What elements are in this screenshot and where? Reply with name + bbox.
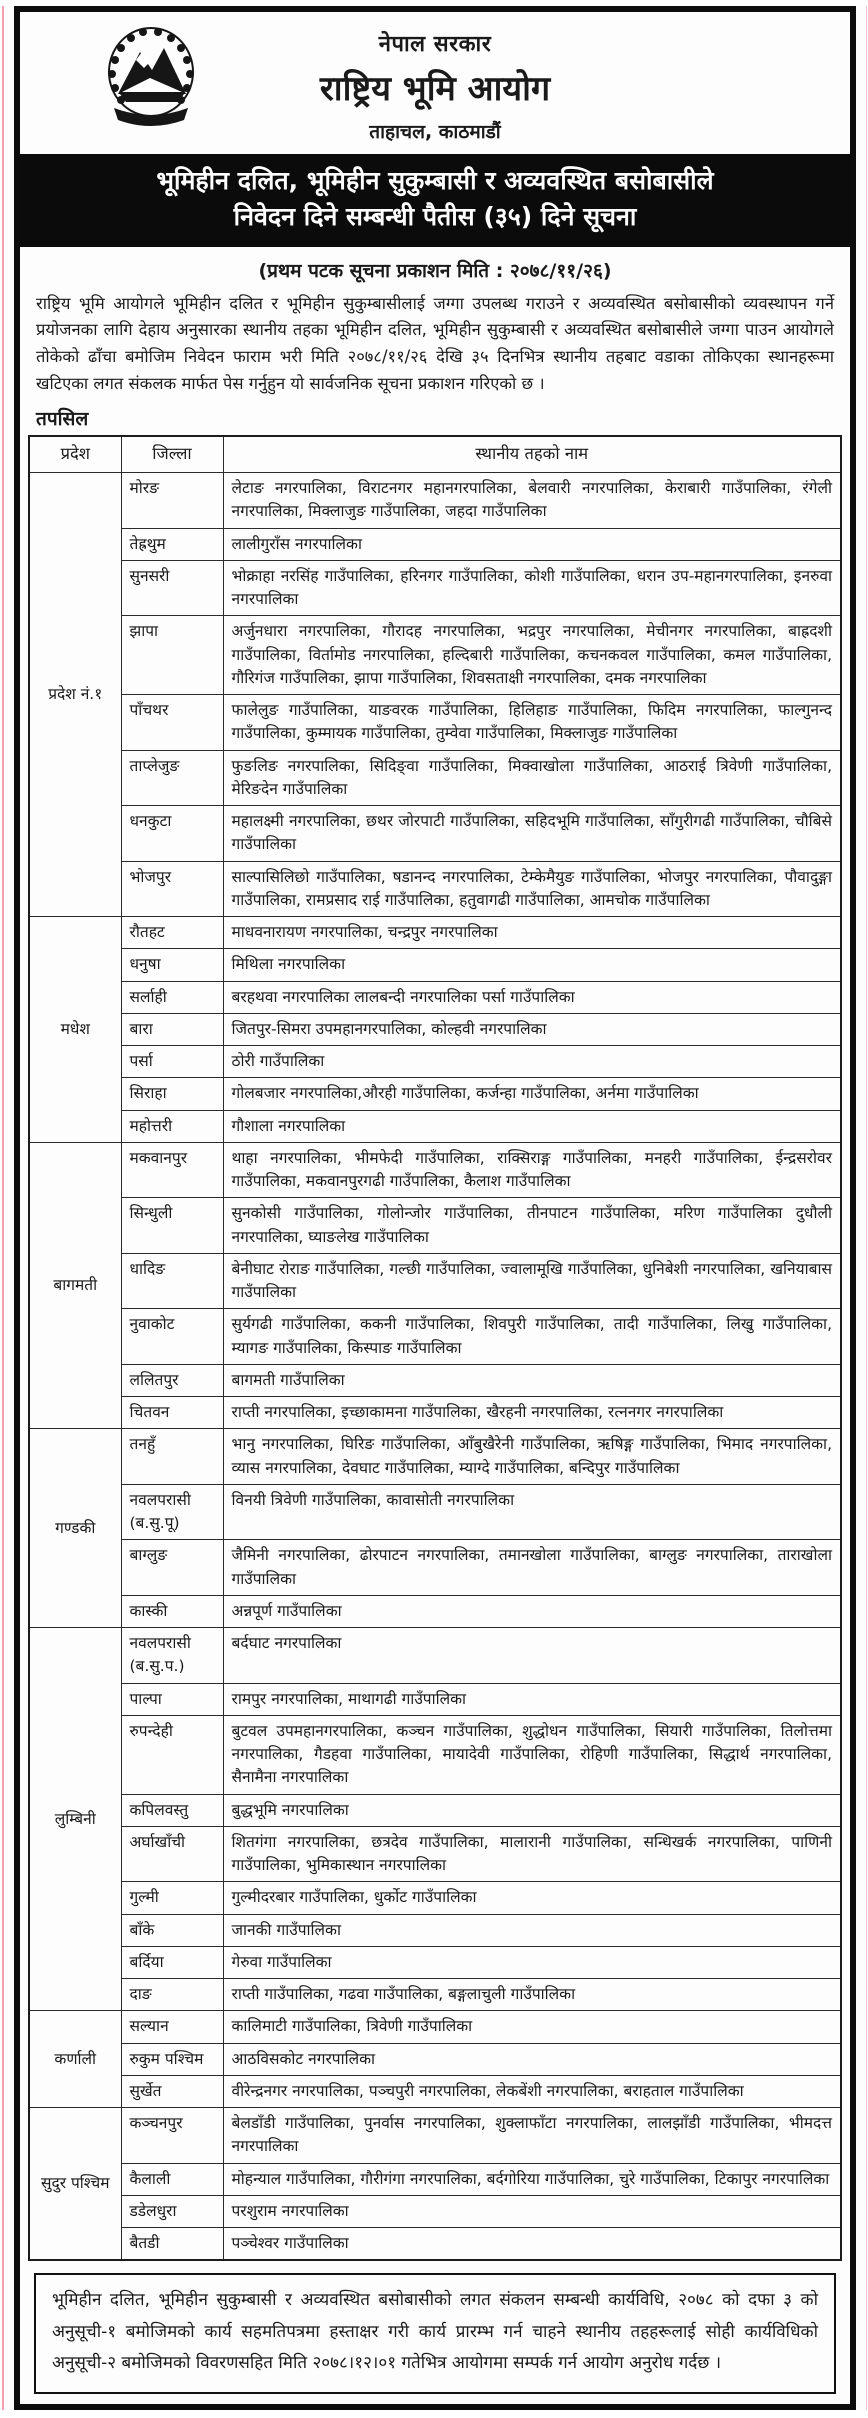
localities-cell: विनयी त्रिवेणी गाउँपालिका, कावासोती नगरपालिका — [223, 1484, 841, 1540]
table-row — [29, 1142, 841, 1198]
document-header — [20, 16, 850, 150]
localities-cell: अन्नपूर्ण गाउँपालिका — [223, 1595, 841, 1627]
table-row — [29, 1628, 841, 1684]
localities-cell: बेलडाँडी गाउँपालिका, पुनर्वास नगरपालिका, शुक्लाफाँटा नगरपालिका, लालझाँडी गाउँपालिका, भीमदत्त नगरपालिका — [223, 2108, 841, 2164]
table-row — [29, 1429, 841, 1485]
district-cell: सर्लाही — [121, 981, 223, 1013]
table-row — [29, 1364, 841, 1396]
district-cell: कपिलवस्तु — [121, 1794, 223, 1826]
district-cell: तेह्रथुम — [121, 528, 223, 560]
district-cell: रौतहट — [121, 917, 223, 949]
table-row — [29, 616, 841, 695]
table-row — [29, 1979, 841, 2011]
table-row — [29, 1046, 841, 1078]
localities-cell: बर्दघाट नगरपालिका — [223, 1628, 841, 1684]
localities-cell: कालिमाटी गाउँपालिका, त्रिवेणी गाउँपालिका — [223, 2011, 841, 2043]
province-cell: कर्णाली — [29, 2011, 121, 2108]
notice-page-frame — [14, 6, 856, 2410]
table-row — [29, 1540, 841, 1596]
footer-note: भूमिहीन दलित, भूमिहीन सुकुम्बासी र अव्यवस्थित बसोबासीको लगत संकलन सम्बन्धी कार्यविधि, २०७८ को दफा ३ को अनुसूची-१ बमोजिमको कार्य सहमतिपत्रमा हस्ताक्षर गरी कार्य प्रारम्भ गर्न चाहने स्थानीय तहहरूलाई सोही कार्यविधिको अनुसूची-२ बमोजिमको विवरणसहित मिति २०७८।१२।०१ गतेभित्र आयोगमा सम्पर्क गर्न आयोग अनुरोध गर्दछ । — [34, 2273, 836, 2393]
banner-line-1: भूमिहीन दलित, भूमिहीन सुकुम्बासी र अव्यवस्थित बसोबासीले — [156, 166, 714, 195]
schedule-table-body — [29, 473, 841, 2261]
localities-cell: आठविसकोट नगरपालिका — [223, 2043, 841, 2075]
localities-cell: अर्जुनधारा नगरपालिका, गौरादह नगरपालिका, भद्रपुर नगरपालिका, मेचीनगर नगरपालिका, बाह्रदशी गाउँपालिका, विर्तामोड नगरपालिका, हल्दिबारी गाउँपालिका, कचनकवल गाउँपालिका, कमल गाउँपालिका, गौरिगंज गाउँपालिका, झापा गाउँपालिका, शिवसताक्षी नगरपालिका, दमक नगरपालिका — [223, 616, 841, 695]
district-cell: कञ्चनपुर — [121, 2108, 223, 2164]
commission-address: ताहाचल, काठमाडौं — [369, 121, 501, 143]
table-row — [29, 1198, 841, 1254]
table-row — [29, 861, 841, 917]
province-cell: प्रदेश नं.१ — [29, 473, 121, 917]
district-cell: रुपन्देही — [121, 1715, 223, 1794]
table-row — [29, 1794, 841, 1826]
nepal-government-emblem-icon — [92, 22, 210, 134]
province-cell: मधेश — [29, 917, 121, 1143]
province-cell: गण्डकी — [29, 1429, 121, 1628]
district-cell: पाल्पा — [121, 1683, 223, 1715]
table-row — [29, 949, 841, 981]
table-row — [29, 1397, 841, 1429]
district-cell: पाँचथर — [121, 695, 223, 751]
localities-cell: बुद्धभूमि नगरपालिका — [223, 1794, 841, 1826]
district-cell: नवलपरासी (ब.सु.प.) — [121, 1628, 223, 1684]
district-cell: झापा — [121, 616, 223, 695]
district-cell: सिराहा — [121, 1078, 223, 1110]
table-row — [29, 528, 841, 560]
table-row — [29, 1078, 841, 1110]
table-row — [29, 1013, 841, 1045]
table-row — [29, 1110, 841, 1142]
table-header-row — [29, 436, 841, 472]
table-row — [29, 1715, 841, 1794]
localities-cell: थाहा नगरपालिका, भीमफेदी गाउँपालिका, राक्सिराङ्ग गाउँपालिका, मनहरी गाउँपालिका, ईन्द्रसरोवर गाउँपालिका, मकवानपुरगढी गाउँपालिका, कैलाश गाउँपालिका — [223, 1142, 841, 1198]
localities-cell: बुटवल उपमहानगरपालिका, कञ्चन गाउँपालिका, शुद्धोधन गाउँपालिका, सियारी गाउँपालिका, तिलोत्तमा नगरपालिका, गैडहवा गाउँपालिका, मायादेवी गाउँपालिका, रोहिणी गाउँपालिका, सिद्धार्थ नगरपालिका, सैनामैना नगरपालिका — [223, 1715, 841, 1794]
localities-cell: मिथिला नगरपालिका — [223, 949, 841, 981]
localities-cell: पञ्चेश्वर गाउँपालिका — [223, 2228, 841, 2261]
localities-cell: लालीगुराँस नगरपालिका — [223, 528, 841, 560]
district-cell: गुल्मी — [121, 1882, 223, 1914]
localities-cell: गुल्मीदरबार गाउँपालिका, धुर्कोट गाउँपालिका — [223, 1882, 841, 1914]
schedule-heading: तपसिल — [36, 408, 89, 431]
district-cell: बाँके — [121, 1914, 223, 1946]
localities-cell: राप्ती नगरपालिका, इच्छाकामना गाउँपालिका, खैरहनी नगरपालिका, रत्ननगर नगरपालिका — [223, 1397, 841, 1429]
localities-cell: वीरेन्द्रनगर नगरपालिका, पञ्चपुरी नगरपालिका, लेकबेंशी नगरपालिका, बराहताल गाउँपालिका — [223, 2075, 841, 2107]
table-row — [29, 2011, 841, 2043]
localities-cell: बागमती गाउँपालिका — [223, 1364, 841, 1396]
localities-cell: भानु नगरपालिका, घिरिङ गाउँपालिका, आँबुखैरेनी गाउँपालिका, ऋषिङ्ग गाउँपालिका, भिमाद नगरपालिका, व्यास नगरपालिका, देवघाट गाउँपालिका, म्याग्दे गाउँपालिका, बन्दिपुर गाउँपालिका — [223, 1429, 841, 1485]
table-row — [29, 1253, 841, 1309]
table-row — [29, 473, 841, 529]
district-cell: धनकुटा — [121, 806, 223, 862]
table-row — [29, 695, 841, 751]
notice-title-banner — [20, 154, 850, 247]
table-row — [29, 1683, 841, 1715]
district-cell: डडेलधुरा — [121, 2195, 223, 2227]
localities-cell: फालेलुङ गाउँपालिका, याङवरक गाउँपालिका, हिलिहाङ गाउँपालिका, फिदिम नगरपालिका, फाल्गुनन्द गाउँपालिका, कुम्मायक गाउँपालिका, तुम्वेवा गाउँपालिका, मिक्लाजुङ गाउँपालिका — [223, 695, 841, 751]
district-cell: तनहुँ — [121, 1429, 223, 1485]
district-cell: बैतडी — [121, 2228, 223, 2261]
localities-cell: मोहन्याल गाउँपालिका, गौरीगंगा नगरपालिका, बर्दगोरिया गाउँपालिका, चुरे गाउँपालिका, टिकापुर नगरपालिका — [223, 2163, 841, 2195]
table-row — [29, 1595, 841, 1627]
localities-cell: जितपुर-सिमरा उपमहानगरपालिका, कोल्हवी नगरपालिका — [223, 1013, 841, 1045]
district-cell: रुकुम पश्चिम — [121, 2043, 223, 2075]
district-cell: बारा — [121, 1013, 223, 1045]
district-cell: सुर्खेत — [121, 2075, 223, 2107]
table-row — [29, 2075, 841, 2107]
col-header-locality: स्थानीय तहको नाम — [223, 436, 841, 472]
district-cell: कास्की — [121, 1595, 223, 1627]
table-row — [29, 2228, 841, 2261]
table-row — [29, 2195, 841, 2227]
district-cell: धादिङ — [121, 1253, 223, 1309]
district-cell: महोत्तरी — [121, 1110, 223, 1142]
table-row — [29, 1484, 841, 1540]
district-cell: कैलाली — [121, 2163, 223, 2195]
col-header-province: प्रदेश — [29, 436, 121, 472]
localities-cell: माधवनारायण नगरपालिका, चन्द्रपुर नगरपालिका — [223, 917, 841, 949]
district-cell: बर्दिया — [121, 1946, 223, 1978]
scan-edge-line — [866, 6, 867, 2410]
table-row — [29, 750, 841, 806]
localities-cell: रामपुर नगरपालिका, माथागढी गाउँपालिका — [223, 1683, 841, 1715]
localities-cell: सुनकोसी गाउँपालिका, गोलोन्जोर गाउँपालिका, तीनपाटन गाउँपालिका, मरिण गाउँपालिका दुधौली नगरपालिका, घ्याङलेख गाउँपालिका — [223, 1198, 841, 1254]
province-cell: लुम्बिनी — [29, 1628, 121, 2011]
scan-edge-line — [2, 6, 4, 2410]
localities-cell: गोलबजार नगरपालिका,औरही गाउँपालिका, कर्जन्हा गाउँपालिका, अर्नमा गाउँपालिका — [223, 1078, 841, 1110]
district-cell: पर्सा — [121, 1046, 223, 1078]
district-cell: सुनसरी — [121, 560, 223, 616]
localities-cell: महालक्ष्मी नगरपालिका, छथर जोरपाटी गाउँपालिका, सहिदभूमि गाउँपालिका, साँगुरीगढी गाउँपालिका, चौबिसे गाउँपालिका — [223, 806, 841, 862]
localities-cell: बरहथवा नगरपालिका लालबन्दी नगरपालिका पर्सा गाउँपालिका — [223, 981, 841, 1013]
intro-paragraph: राष्ट्रिय भूमि आयोगले भूमिहीन दलित र भूमिहीन सुकुम्बासीलाई जग्गा उपलब्ध गराउने र अव्यवस्थित बसोबासीको व्यवस्थापन गर्ने प्रयोजनका लागि देहाय अनुसारका स्थानीय तहका भूमिहीन दलित, भूमिहीन सुकुम्बासी र अव्यवस्थित बसोबासीले जग्गा पाउन आयोगले तोकेको ढाँचा बमोजिम निवेदन फाराम भरी मिति २०७८/११/२६ देखि ३५ दिनभित्र स्थानीय तहबाट वडाका तोकिएका स्थानहरूमा खटिएका लगत संकलक मार्फत पेस गर्नुहुन यो सार्वजनिक सूचना प्रकाशन गरिएको छ । — [36, 293, 834, 393]
localities-cell: गेरुवा गाउँपालिका — [223, 1946, 841, 1978]
district-cell: मकवानपुर — [121, 1142, 223, 1198]
table-row — [29, 1946, 841, 1978]
table-row — [29, 2163, 841, 2195]
district-cell: सल्यान — [121, 2011, 223, 2043]
district-cell: नुवाकोट — [121, 1309, 223, 1365]
schedule-table — [28, 435, 842, 2261]
table-row — [29, 1882, 841, 1914]
localities-cell: शितगंगा नगरपालिका, छत्रदेव गाउँपालिका, मालारानी गाउँपालिका, सन्धिखर्क नगरपालिका, पाणिनी गाउँपालिका, भुमिकास्थान नगरपालिका — [223, 1826, 841, 1882]
table-row — [29, 1309, 841, 1365]
localities-cell: परशुराम नगरपालिका — [223, 2195, 841, 2227]
district-cell: भोजपुर — [121, 861, 223, 917]
col-header-district: जिल्ला — [121, 436, 223, 472]
province-cell: बागमती — [29, 1142, 121, 1429]
localities-cell: बेनीघाट रोराङ गाउँपालिका, गल्छी गाउँपालिका, ज्वालामूखि गाउँपालिका, धुनिबेशी नगरपालिका, खनियाबास गाउँपालिका — [223, 1253, 841, 1309]
localities-cell: साल्पासिलिछो गाउँपालिका, षडानन्द नगरपालिका, टेम्केमैयुङ गाउँपालिका, भोजपुर नगरपालिका, पौवादुङ्गा गाउँपालिका, रामप्रसाद राई गाउँपालिका, हतुवागढी गाउँपालिका, आमचोक गाउँपालिका — [223, 861, 841, 917]
province-cell: सुदुर पश्चिम — [29, 2108, 121, 2261]
government-title: नेपाल सरकार — [378, 32, 492, 57]
localities-cell: भोक्राहा नरसिंह गाउँपालिका, हरिनगर गाउँपालिका, कोशी गाउँपालिका, धरान उप-महानगरपालिका, इनरुवा नगरपालिका — [223, 560, 841, 616]
localities-cell: गौशाला नगरपालिका — [223, 1110, 841, 1142]
publication-date: (प्रथम पटक सूचना प्रकाशन मिति : २०७८/११/२६) — [258, 259, 612, 282]
district-cell: ललितपुर — [121, 1364, 223, 1396]
banner-line-2: निवेदन दिने सम्बन्धी पैतीस (३५) दिने सूचना — [233, 202, 637, 232]
localities-cell: फुङलिङ नगरपालिका, सिदिङ्वा गाउँपालिका, मिक्वाखोला गाउँपालिका, आठराई त्रिवेणी गाउँपालिका, मेरिङदेन गाउँपालिका — [223, 750, 841, 806]
table-row — [29, 560, 841, 616]
localities-cell: लेटाङ नगरपालिका, विराटनगर महानगरपालिका, बेलवारी नगरपालिका, केराबारी गाउँपालिका, रंगेली नगरपालिका, मिक्लाजुङ गाउँपालिका, जहदा गाउँपालिका — [223, 473, 841, 529]
table-row — [29, 1914, 841, 1946]
table-row — [29, 917, 841, 949]
district-cell: चितवन — [121, 1397, 223, 1429]
table-row — [29, 981, 841, 1013]
district-cell: दाङ — [121, 1979, 223, 2011]
table-row — [29, 806, 841, 862]
table-row — [29, 2108, 841, 2164]
localities-cell: जानकी गाउँपालिका — [223, 1914, 841, 1946]
localities-cell: जैमिनी नगरपालिका, ढोरपाटन नगरपालिका, तमानखोला गाउँपालिका, बाग्लुङ नगरपालिका, ताराखोला गाउँपालिका — [223, 1540, 841, 1596]
district-cell: ताप्लेजुङ — [121, 750, 223, 806]
district-cell: बाग्लुङ — [121, 1540, 223, 1596]
district-cell: धनुषा — [121, 949, 223, 981]
localities-cell: ठोरी गाउँपालिका — [223, 1046, 841, 1078]
commission-title: राष्ट्रिय भूमि आयोग — [319, 69, 551, 109]
district-cell: सिन्धुली — [121, 1198, 223, 1254]
table-row — [29, 1826, 841, 1882]
district-cell: अर्घाखाँची — [121, 1826, 223, 1882]
district-cell: नवलपरासी (ब.सु.पू) — [121, 1484, 223, 1540]
localities-cell: राप्ती गाउँपालिका, गढवा गाउँपालिका, बङ्गलाचुली गाउँपालिका — [223, 1979, 841, 2011]
localities-cell: सुर्यगढी गाउँपालिका, ककनी गाउँपालिका, शिवपुरी गाउँपालिका, तादी गाउँपालिका, लिखु गाउँपालिका, म्यागङ गाउँपालिका, किस्पाङ गाउँपालिका — [223, 1309, 841, 1365]
district-cell: मोरङ — [121, 473, 223, 529]
